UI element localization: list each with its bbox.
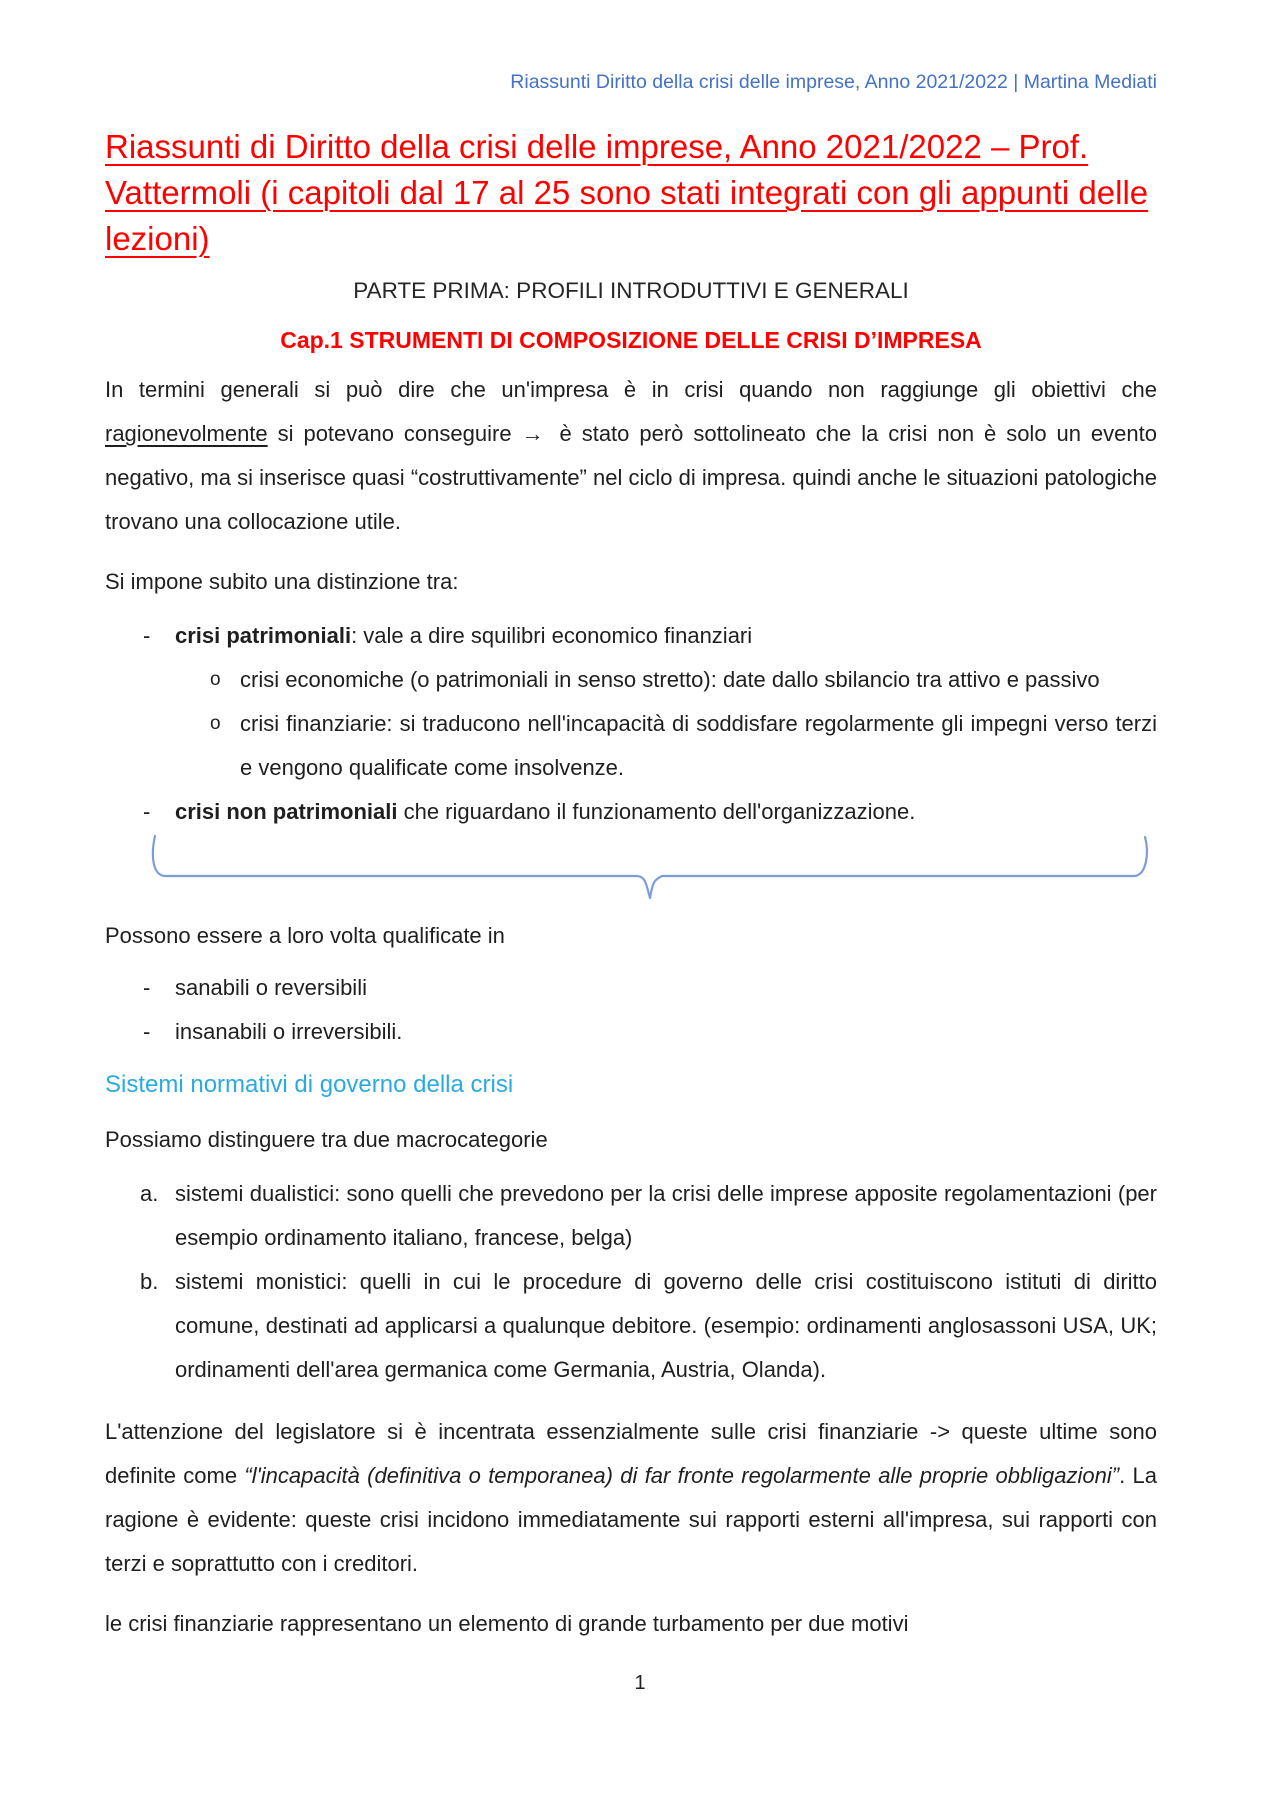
item-text-rest: : vale a dire squilibri economico finanziari	[351, 623, 753, 648]
dash-bullet-icon: -	[143, 975, 151, 1000]
right-arrow-icon: →	[521, 421, 544, 446]
curly-brace-decoration	[105, 834, 1157, 900]
dash-bullet-icon: -	[143, 799, 151, 824]
list-item-text	[175, 614, 1157, 658]
letter-bullet-b: b.	[140, 1269, 159, 1294]
list-distinzione	[105, 614, 1157, 834]
chapter-heading: Cap.1 STRUMENTI DI COMPOSIZIONE DELLE CRISI D’IMPRESA	[280, 327, 982, 353]
section-heading-parte-prima: PARTE PRIMA: PROFILI INTRODUTTIVI E GENERALI	[353, 278, 909, 303]
italic-quote: “l'incapacità (definitiva o temporanea) di far fronte regolarmente alle proprie obbligazioni”	[244, 1463, 1120, 1488]
list-subitem-crisi-economiche	[105, 658, 1157, 702]
circle-bullet-icon: o	[210, 713, 221, 734]
paragraph-intro	[105, 368, 1157, 544]
attenzione-post: . La ragione è evidente: queste crisi incidono immediatamente sui rapporti esterni all'impresa, sui rapporti con terzi e soprattutto con i creditori.	[105, 1463, 1157, 1576]
circle-bullet-icon: o	[210, 669, 221, 690]
list-item-text: sistemi dualistici: sono quelli che prevedono per la crisi delle imprese apposite regolamentazioni (per esempio ordinamento italiano, francese, belga)	[175, 1181, 1157, 1250]
list-item-sanabili	[105, 966, 1157, 1010]
dash-bullet-icon: -	[143, 1019, 151, 1044]
list-qualificate	[105, 966, 1157, 1054]
attenzione-pre: L'attenzione del legislatore si è incentrata essenzialmente sulle crisi finanziarie -> queste ultime sono definite come	[105, 1419, 1157, 1488]
underlined-term: ragionevolmente	[105, 421, 268, 446]
list-item-crisi-non-patrimoniali	[105, 790, 1157, 834]
list-subitem-crisi-finanziarie	[105, 702, 1157, 790]
bold-term: crisi patrimoniali	[175, 623, 352, 648]
list-item-text	[175, 790, 1157, 834]
paragraph-possiamo: Possiamo distinguere tra due macrocategorie	[105, 1127, 548, 1152]
list-macrocategorie	[105, 1172, 1157, 1392]
intro-text-pre: In termini generali si può dire che un'impresa è in crisi quando non raggiunge gli obiettivi che	[105, 377, 1157, 402]
page-number: 1	[634, 1672, 646, 1694]
bold-term: crisi non patrimoniali	[175, 799, 398, 824]
list-item-insanabili	[105, 1010, 1157, 1054]
page-header-text: Riassunti Diritto della crisi delle imprese, Anno 2021/2022 | Martina Mediati	[510, 71, 1157, 93]
document-title: Riassunti di Diritto della crisi delle imprese, Anno 2021/2022 – Prof. Vattermoli (i capitoli dal 17 al 25 sono stati integrati con gli appunti delle lezioni)	[105, 128, 1149, 257]
letter-bullet-a: a.	[140, 1181, 159, 1206]
list-item-text: crisi finanziarie: si traducono nell'incapacità di soddisfare regolarmente gli impegni verso terzi e vengono qualificate come insolvenze.	[240, 711, 1157, 780]
list-item-sistemi-dualistici	[105, 1172, 1157, 1260]
subsection-heading-sistemi: Sistemi normativi di governo della crisi	[105, 1071, 514, 1098]
paragraph-possono: Possono essere a loro volta qualificate in	[105, 923, 505, 948]
intro-text-mid: si potevano conseguire	[267, 421, 512, 446]
dash-bullet-icon: -	[143, 623, 151, 648]
list-item-crisi-patrimoniali	[105, 614, 1157, 658]
paragraph-le-crisi: le crisi finanziarie rappresentano un elemento di grande turbamento per due motivi	[105, 1611, 909, 1636]
list-item-text: insanabili o irreversibili.	[175, 1019, 403, 1044]
paragraph-attenzione	[105, 1410, 1157, 1586]
paragraph-si-impone: Si impone subito una distinzione tra:	[105, 569, 459, 594]
list-item-text: sistemi monistici: quelli in cui le procedure di governo delle crisi costituiscono istituti di diritto comune, destinati ad applicarsi a qualunque debitore. (esempio: ordinamenti anglosassoni USA, UK; ordinamenti dell'area germanica come Germania, Austria, Olanda).	[175, 1269, 1157, 1382]
list-item-text: crisi economiche (o patrimoniali in senso stretto): date dallo sbilancio tra attivo e passivo	[240, 667, 1100, 692]
intro-text-post: è stato però sottolineato che la crisi non è solo un evento negativo, ma si inserisce quasi “costruttivamente” nel ciclo di impresa. quindi anche le situazioni patologiche trovano una collocazione utile.	[105, 421, 1157, 534]
item-text-rest: che riguardano il funzionamento dell'organizzazione.	[397, 799, 916, 824]
list-item-sistemi-monistici	[105, 1260, 1157, 1392]
list-item-text: sanabili o reversibili	[175, 975, 367, 1000]
